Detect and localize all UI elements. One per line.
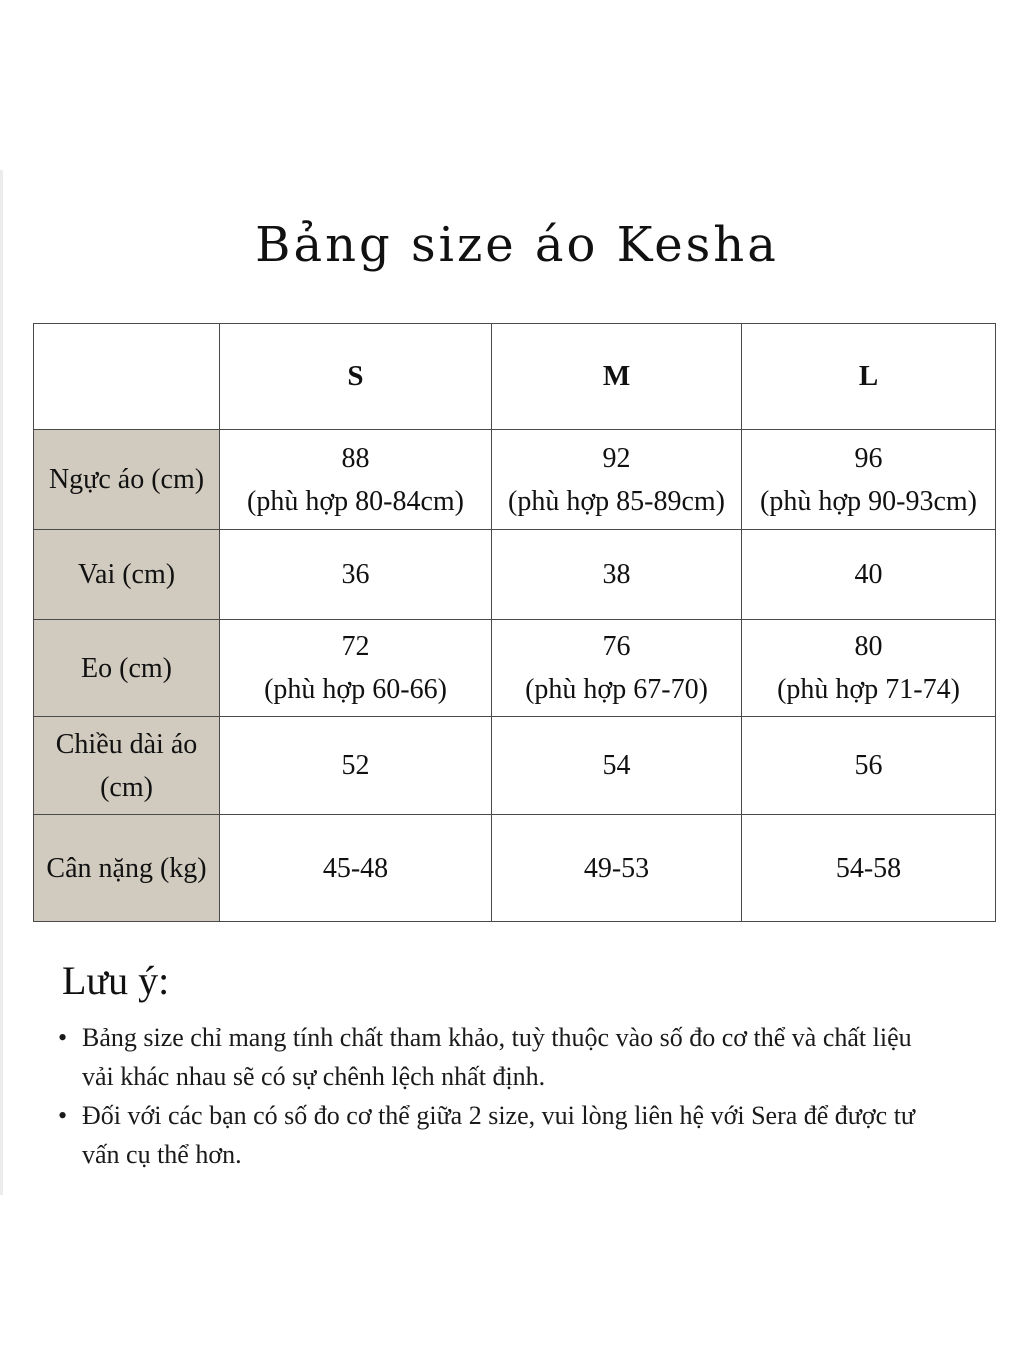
page-title: Bảng size áo Kesha — [255, 217, 779, 273]
note-text: Bảng size chỉ mang tính chất tham khảo, tuỳ thuộc vào số đo cơ thể và chất liệu vải khác nhau sẽ có sự chênh lệch nhất định. — [82, 1023, 912, 1091]
row-label-weight: Cân nặng (kg) — [34, 815, 220, 922]
bullet-icon: • — [58, 1101, 68, 1130]
row-label-length: Chiều dài áo (cm) — [34, 717, 220, 815]
cell-chest-s — [220, 430, 492, 530]
cell-chest-l — [742, 430, 996, 530]
row-label-shoulder: Vai (cm) — [34, 530, 220, 620]
corner-cell — [34, 324, 220, 430]
cell-value: 76 — [602, 631, 631, 662]
cell-value: 72 — [341, 631, 370, 662]
cell-weight-l: 54-58 — [742, 815, 996, 922]
size-header-m: M — [492, 324, 742, 430]
cell-waist-s — [220, 620, 492, 717]
left-edge-divider — [0, 170, 3, 1195]
cell-fit-range: (phù hợp 60-66) — [264, 674, 447, 705]
table-row-weight — [34, 815, 996, 922]
notes-title: Lưu ý: — [62, 958, 170, 1003]
note-text: Đối với các bạn có số đo cơ thể giữa 2 size, vui lòng liên hệ với Sera để được tư vấn cụ thể hơn. — [82, 1101, 916, 1169]
table-row-shoulder — [34, 530, 996, 620]
cell-value: 96 — [854, 442, 883, 474]
notes-list — [58, 1018, 938, 1174]
row-label-chest: Ngực áo (cm) — [34, 430, 220, 530]
table-row-length — [34, 717, 996, 815]
cell-chest-m — [492, 430, 742, 530]
table-row-waist — [34, 620, 996, 717]
size-header-row — [34, 324, 996, 430]
cell-shoulder-l: 40 — [742, 530, 996, 620]
size-header-l: L — [742, 324, 996, 430]
cell-length-m: 54 — [492, 717, 742, 815]
cell-waist-l — [742, 620, 996, 717]
cell-value: 92 — [602, 442, 631, 474]
cell-shoulder-m: 38 — [492, 530, 742, 620]
size-table — [33, 323, 996, 922]
cell-length-l: 56 — [742, 717, 996, 815]
bullet-icon: • — [58, 1023, 68, 1052]
cell-fit-range: (phù hợp 67-70) — [525, 674, 708, 705]
cell-shoulder-s: 36 — [220, 530, 492, 620]
cell-value: 88 — [341, 442, 370, 474]
cell-fit-range: (phù hợp 90-93cm) — [760, 485, 977, 517]
row-label-waist: Eo (cm) — [34, 620, 220, 717]
cell-length-s: 52 — [220, 717, 492, 815]
cell-weight-s: 45-48 — [220, 815, 492, 922]
list-item — [58, 1096, 938, 1174]
cell-fit-range: (phù hợp 71-74) — [777, 674, 960, 705]
cell-fit-range: (phù hợp 85-89cm) — [508, 485, 725, 517]
list-item — [58, 1018, 938, 1096]
cell-waist-m — [492, 620, 742, 717]
cell-value: 80 — [854, 631, 883, 662]
cell-fit-range: (phù hợp 80-84cm) — [247, 485, 464, 517]
cell-weight-m: 49-53 — [492, 815, 742, 922]
size-header-s: S — [220, 324, 492, 430]
table-row-chest — [34, 430, 996, 530]
